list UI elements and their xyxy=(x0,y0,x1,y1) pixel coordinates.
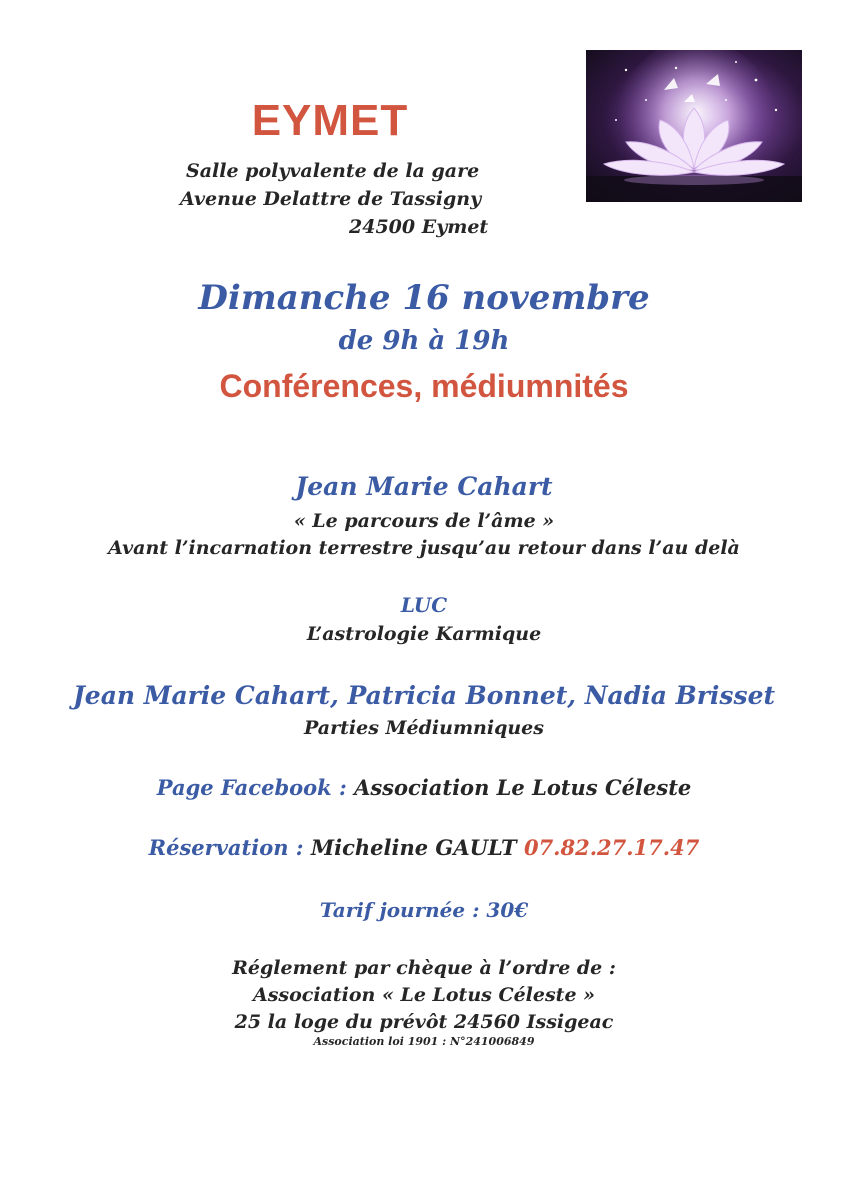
speaker-3-names: Jean Marie Cahart, Patricia Bonnet, Nadia Brisset xyxy=(72,681,776,710)
day-price: Tarif journée : 30€ xyxy=(319,898,529,922)
reservation-label: Réservation : xyxy=(148,835,304,860)
payment-payee: Association « Le Lotus Céleste » xyxy=(252,984,596,1006)
talk-1-title: « Le parcours de l’âme » xyxy=(293,510,555,532)
speaker-2-name: LUC xyxy=(400,593,448,617)
event-date: Dimanche 16 novembre xyxy=(198,278,650,318)
facebook-label: Page Facebook : xyxy=(156,775,347,800)
event-theme: Conférences, médiumnités xyxy=(219,368,629,404)
facebook-line xyxy=(0,775,848,800)
lotus-flower-image xyxy=(586,50,802,202)
address-line-2: Avenue Delattre de Tassigny xyxy=(180,188,482,210)
talk-2-title: L’astrologie Karmique xyxy=(306,623,542,645)
speaker-1-name: Jean Marie Cahart xyxy=(295,472,553,501)
event-hours: de 9h à 19h xyxy=(338,326,510,356)
reservation-contact: Micheline GAULT xyxy=(310,835,517,860)
facebook-page-name: Association Le Lotus Céleste xyxy=(354,775,692,800)
talk-1-subtitle: Avant l’incarnation terrestre jusqu’au retour dans l’au delà xyxy=(108,537,740,559)
address-line-3: 24500 Eymet xyxy=(349,216,489,238)
address-line-1: Salle polyvalente de la gare xyxy=(186,160,480,182)
city-title: EYMET xyxy=(251,96,409,145)
payment-instructions: Réglement par chèque à l’ordre de : xyxy=(232,957,616,979)
talk-3-title: Parties Médiumniques xyxy=(304,717,544,739)
reservation-line xyxy=(0,835,848,860)
association-registration: Association loi 1901 : N°241006849 xyxy=(313,1035,535,1048)
reservation-phone: 07.82.27.17.47 xyxy=(523,835,700,860)
payment-address: 25 la loge du prévôt 24560 Issigeac xyxy=(234,1011,614,1033)
